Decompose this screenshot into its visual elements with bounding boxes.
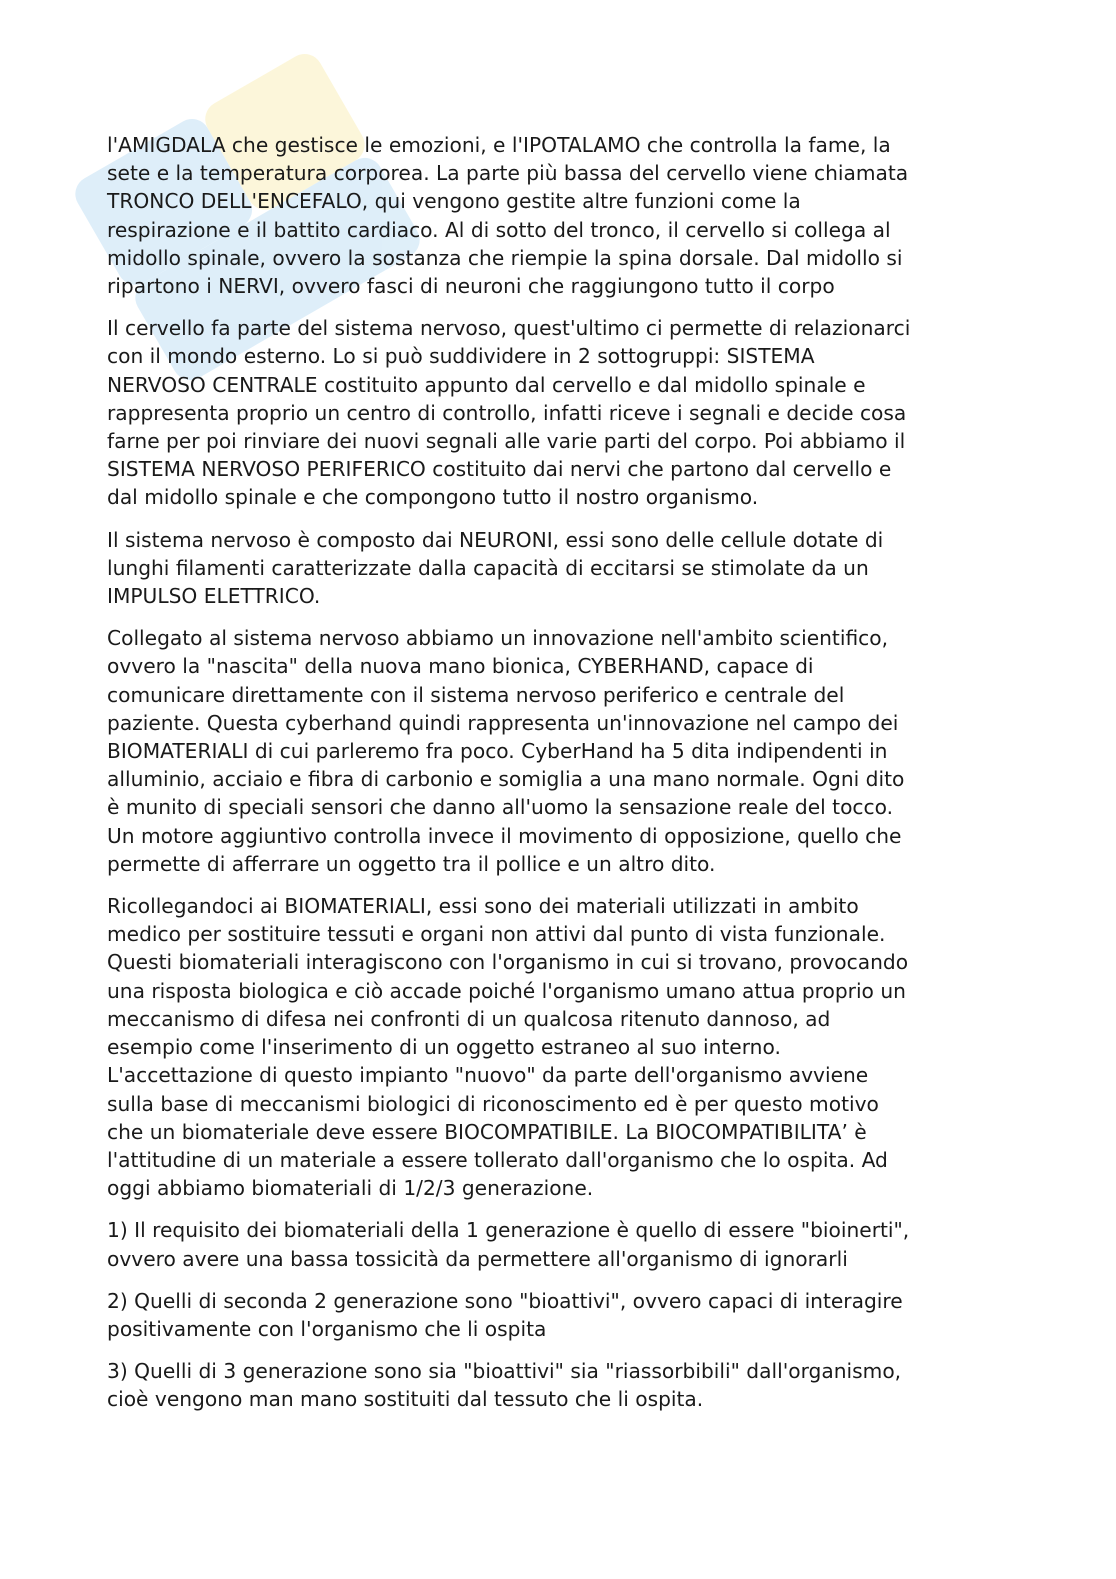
list-item-third-generation: 3) Quelli di 3 generazione sono sia "bioattivi" sia "riassorbibili" dall'organismo, cioè vengono man mano sostituiti dal tessuto che li ospita. — [107, 1359, 902, 1412]
list-item-first-generation: 1) Il requisito dei biomateriali della 1 generazione è quello di essere "bioinerti", ovvero avere una bassa tossicità da permettere all'organismo di ignorarli — [107, 1218, 910, 1271]
paragraph-nervous-system: Il cervello fa parte del sistema nervoso, quest'ultimo ci permette di relazionarci con il mondo esterno. Lo si può suddividere in 2 sottogruppi: SISTEMA NERVOSO CENTRALE costituito appunto dal cervello e dal midollo spinale e rappresenta proprio un centro di controllo, infatti riceve i segnali e decide cosa farne per poi rinviare dei nuovi segnali alle varie parti del corpo. Poi abbiamo il SISTEMA NERVOSO PERIFERICO costituito dai nervi che partono dal cervello e dal midollo spinale e che compongono tutto il nostro organismo. — [107, 316, 911, 510]
paragraph-biomaterials: Ricollegandoci ai BIOMATERIALI, essi sono dei materiali utilizzati in ambito medico per sostituire tessuti e organi non attivi dal punto di vista funzionale. Questi biomateriali interagiscono con l'organismo in cui si trovano, provocando una risposta biologica e ciò accade poiché l'organismo umano attua proprio un meccanismo di difesa nei confronti di un qualcosa ritenuto dannoso, ad esempio come l'inserimento di un oggetto estraneo al suo interno. L'accettazione di questo impianto "nuovo" da parte dell'organismo avviene sulla base di meccanismi biologici di riconoscimento ed è per questo motivo che un biomateriale deve essere BIOCOMPATIBILE. La BIOCOMPATIBILITA’ è l'attitudine di un materiale a essere tollerato dall'organismo che lo ospita. Ad oggi abbiamo biomateriali di 1/2/3 generazione. — [107, 894, 909, 1201]
list-item-second-generation: 2) Quelli di seconda 2 generazione sono "bioattivi", ovvero capaci di interagire positivamente con l'organismo che li ospita — [107, 1288, 903, 1341]
paragraph-brain-structures: l'AMIGDALA che gestisce le emozioni, e l'IPOTALAMO che controlla la fame, la sete e la temperatura corporea. La parte più bassa del cervello viene chiamata TRONCO DELL'ENCEFALO, qui vengono gestite altre funzioni come la respirazione e il battito cardiaco. Al di sotto del tronco, il cervello si collega al midollo spinale, ovvero la sostanza che riempie la spina dorsale. Dal midollo si ripartono i NERVI, ovvero fasci di neuroni che raggiungono tutto il corpo — [107, 133, 909, 299]
paragraph-cyberhand: Collegato al sistema nervoso abbiamo un innovazione nell'ambito scientifico, ovvero la "nascita" della nuova mano bionica, CYBERHAND, capace di comunicare direttamente con il sistema nervoso periferico e centrale del paziente. Questa cyberhand quindi rappresenta un'innovazione nel campo dei BIOMATERIALI di cui parleremo fra poco. CyberHand ha 5 dita indipendenti in alluminio, acciaio e fibra di carbonio e somiglia a una mano normale. Ogni dito è munito di speciali sensori che danno all'uomo la sensazione reale del tocco. Un motore aggiuntivo controlla invece il movimento di opposizione, quello che permette di afferrare un oggetto tra il pollice e un altro dito. — [107, 626, 905, 876]
document-body — [107, 131, 1007, 1428]
paragraph-neurons: Il sistema nervoso è composto dai NEURONI, essi sono delle cellule dotate di lunghi filamenti caratterizzate dalla capacità di eccitarsi se stimolate da un IMPULSO ELETTRICO. — [107, 527, 884, 609]
